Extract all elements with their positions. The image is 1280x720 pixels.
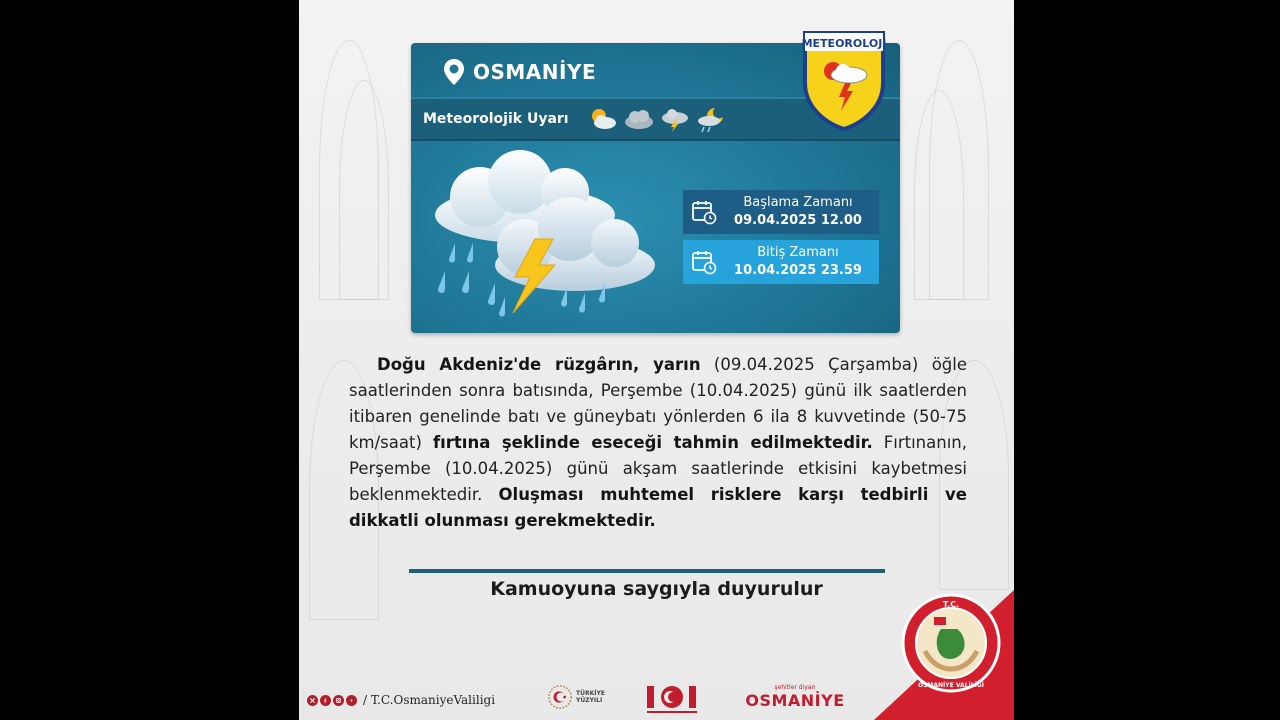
warning-label: Meteorolojik Uyarı xyxy=(423,111,569,127)
youtube-icon[interactable] xyxy=(346,695,357,706)
announcement-poster xyxy=(299,0,1014,720)
location-row xyxy=(443,57,596,87)
start-time-text xyxy=(717,194,879,230)
cloud-icon xyxy=(623,105,655,133)
divider-line xyxy=(409,569,885,573)
end-time-text xyxy=(717,244,879,280)
announcement-body xyxy=(349,352,967,534)
turkiye-line2: YÜZYILI xyxy=(576,697,603,704)
sun-cloud-icon xyxy=(587,105,619,133)
background-arch xyxy=(339,80,389,300)
calendar-clock-icon xyxy=(691,199,717,225)
seal-bottom-text: OSMANİYE VALİLİĞİ xyxy=(918,682,984,689)
start-time-box xyxy=(683,190,879,234)
closing-text: Kamuoyuna saygıyla duyurulur xyxy=(490,578,823,600)
start-time-label: Başlama Zamanı xyxy=(743,195,853,210)
osmaniye-valiligi-seal xyxy=(901,593,1001,693)
body-text-2: (09.04.2025 Çarşamba) öğle saatlerinden sonra batısında, Perşembe (10.04.2025) günü ilk saatlerden itibaren genelinde batı ve güneybatı yönlerden 6 ila 8 kuvvetinde (50-75 km/saat) xyxy=(349,355,967,452)
facebook-icon[interactable] xyxy=(320,695,331,706)
101-anniversary-logo xyxy=(643,682,701,716)
weather-icon-strip xyxy=(587,105,727,133)
social-handle[interactable]: / T.C.OsmaniyeValiligi xyxy=(363,693,496,707)
crescent-star-icon xyxy=(547,684,573,710)
osmaniye-wordmark: OSMANİYE xyxy=(745,691,845,710)
map-pin-icon xyxy=(443,58,465,86)
night-rain-icon xyxy=(695,105,727,133)
turkiye-line1: TÜRKİYE xyxy=(576,690,605,697)
calendar-clock-icon xyxy=(691,249,717,275)
x-icon[interactable] xyxy=(307,695,318,706)
body-bold-3: fırtına şeklinde eseceği tahmin edilmektedir. xyxy=(432,433,873,452)
start-time-value: 09.04.2025 12.00 xyxy=(734,213,862,228)
storm-cloud-icon xyxy=(659,105,691,133)
footer-bar xyxy=(299,680,1014,720)
turkiye-yuzyili-logo xyxy=(547,684,605,710)
seal-top-text: T.C. xyxy=(942,600,960,609)
osmaniye-brand-logo xyxy=(739,684,851,710)
badge-text: METEOROLOJİ xyxy=(801,37,887,50)
osmaniye-slogan: şehitler diyarı xyxy=(774,684,816,691)
background-arch xyxy=(914,90,964,300)
body-bold-5: Oluşması muhtemel risklere karşı tedbirli ve dikkatli olunması gerekmektedir. xyxy=(349,485,967,530)
end-time-box xyxy=(683,240,879,284)
city-name: OSMANİYE xyxy=(473,60,597,84)
instagram-icon[interactable] xyxy=(333,695,344,706)
social-icons xyxy=(307,693,495,707)
body-bold-1: Doğu Akdeniz'de rüzgârın, yarın xyxy=(377,355,701,374)
end-time-value: 10.04.2025 23.59 xyxy=(734,263,862,278)
meteoroloji-badge-logo xyxy=(799,27,889,132)
body-text-4: Fırtınanın, Perşembe (10.04.2025) günü akşam saatlerinde etkisini kaybetmesi beklenmektedir. xyxy=(349,433,967,504)
end-time-label: Bitiş Zamanı xyxy=(757,245,839,260)
thunderstorm-rain-icon xyxy=(425,147,665,327)
